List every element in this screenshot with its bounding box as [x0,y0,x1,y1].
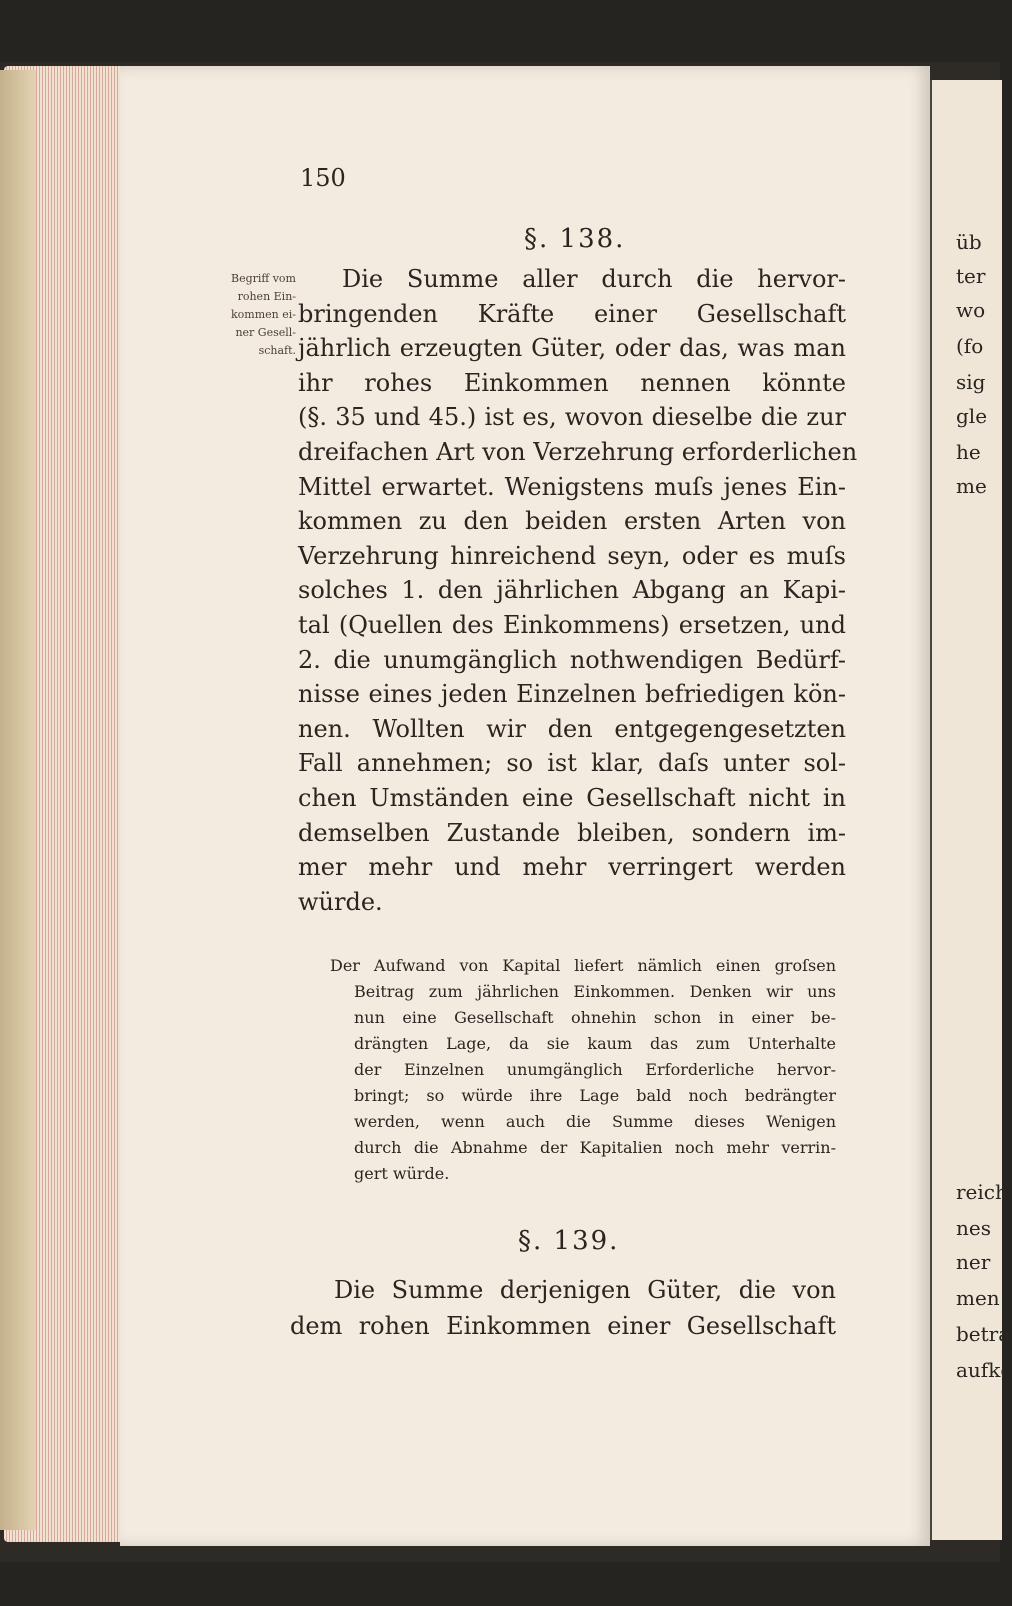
margin-note-line: ner Gesell- [235,326,296,339]
facing-fragment: gle [956,404,988,428]
text-line: jährlich erzeugten Güter, oder das, was man [298,334,846,363]
note-line: Der Aufwand von Kapital liefert nämlich einen groſsen [330,956,836,975]
text-line: dreifachen Art von Verzehrung erforderlichen [298,437,858,466]
facing-fragment: sig [956,370,986,394]
text-line: (§. 35 und 45.) ist es, wovon dieselbe die zur [298,403,846,432]
text-line: Verzehrung hinreichend seyn, oder es muſs [298,541,846,570]
text-line: Die Summe derjenigen Güter, die von [334,1276,836,1304]
note-line: bringt; so würde ihre Lage bald noch bedrängter [354,1086,836,1105]
text-line: ihr rohes Einkommen nennen könnte [298,368,846,397]
footnote-text [330,953,836,1187]
note-line: werden, wenn auch die Summe dieses Wenigen [354,1112,836,1131]
facing-fragment: nes [956,1216,991,1240]
text-line: tal (Quellen des Einkommens) ersetzen, und [298,610,846,639]
facing-fragment: aufke [956,1358,1012,1382]
note-line: Beitrag zum jährlichen Einkommen. Denken wir uns [354,982,836,1001]
facing-fragment: men [956,1286,1000,1310]
text-line: dem rohen Einkommen einer Gesellschaft [290,1312,836,1340]
book-cover-edge [0,70,36,1530]
facing-fragment: wo [956,298,986,322]
text-line: nen. Wollten wir den entgegengesetzten [298,714,846,743]
facing-page [930,80,1012,1540]
margin-note-line: rohen Ein- [237,290,296,303]
margin-note-line: Begriff vom [231,272,296,285]
text-line: nisse eines jeden Einzelnen befriedigen kön- [298,680,846,709]
text-line: würde. [298,887,383,916]
text-line: kommen zu den beiden ersten Arten von [298,507,846,536]
facing-fragment: üb [956,230,982,254]
text-line: mer mehr und mehr verringert werden [298,853,846,882]
section-heading-139: §. 139. [518,1226,620,1256]
section-139-text [290,1272,836,1344]
facing-fragment: betra [956,1322,1011,1346]
facing-fragment: he [956,440,981,464]
text-line: Fall annehmen; so ist klar, daſs unter sol- [298,749,846,778]
text-line: chen Umständen eine Gesellschaft nicht in [298,783,846,812]
note-line: drängten Lage, da sie kaum das zum Unterhalte [354,1034,836,1053]
facing-fragment: me [956,474,987,498]
margin-note [196,270,296,360]
margin-note-line: schaft. [258,344,296,357]
facing-fragment: ner [956,1250,991,1274]
text-line: Die Summe aller durch die hervor- [342,265,846,293]
text-line: demselben Zustande bleiben, sondern im- [298,818,846,847]
text-line: solches 1. den jährlichen Abgang an Kapi- [298,576,846,605]
section-138-text [298,262,858,919]
note-line: der Einzelnen unumgänglich Erforderliche hervor- [354,1060,836,1079]
page-number: 150 [300,164,346,192]
text-line: 2. die unumgänglich nothwendigen Bedürf- [298,645,846,674]
note-line: durch die Abnahme der Kapitalien noch mehr verrin- [354,1138,836,1157]
text-line: Mittel erwartet. Wenigstens muſs jenes Ein- [298,472,846,501]
note-line: nun eine Gesellschaft ohnehin schon in einer be- [354,1008,836,1027]
section-heading-138: §. 138. [524,224,626,254]
margin-note-line: kommen ei- [231,308,296,321]
note-line: gert würde. [354,1164,450,1183]
facing-fragment: reich [956,1180,1008,1204]
text-line: bringenden Kräfte einer Gesellschaft [298,299,846,328]
facing-fragment: ter [956,264,986,288]
facing-fragment: (fo [956,334,984,358]
